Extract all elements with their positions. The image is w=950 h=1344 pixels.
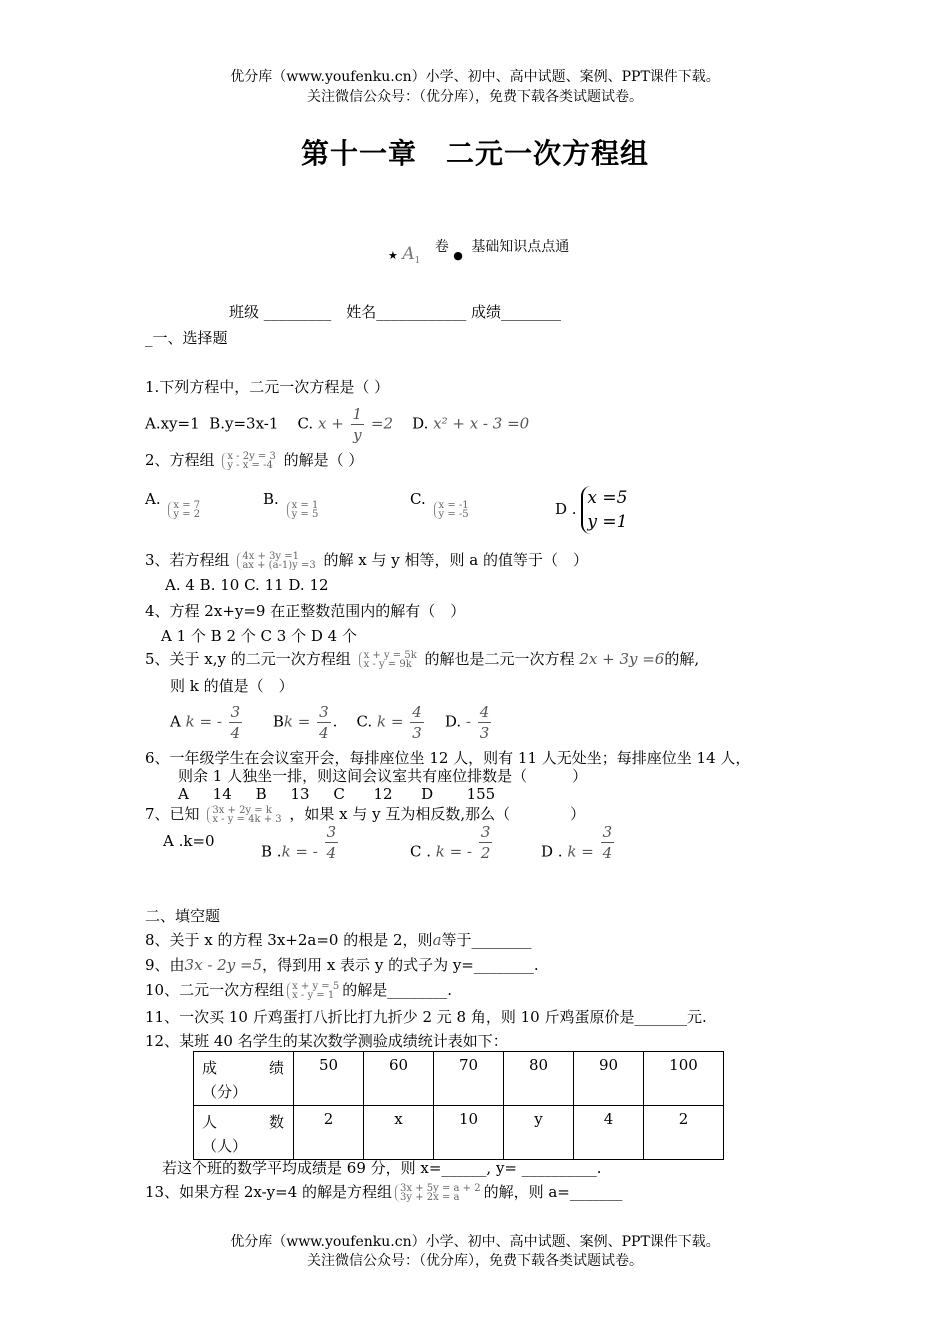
- q2-d-2: y =1: [587, 512, 628, 532]
- table-cell: 50: [294, 1052, 364, 1106]
- q5-stem-mid: 的解也是二元一次方程: [424, 650, 575, 668]
- q5-c-den: 3: [412, 724, 422, 742]
- q3-sys-2: ax + (a-1)y =3: [242, 560, 316, 571]
- table-cell: y: [504, 1106, 574, 1160]
- q2-sys-1: x - 2y = 3: [227, 451, 276, 462]
- q11: 11、一次买 10 斤鸡蛋打八折比打九折少 2 元 8 角，则 10 斤鸡蛋原价是_______元.: [145, 1008, 707, 1026]
- q7-sys-1: 3x + 2y = k: [212, 805, 272, 816]
- q2-stem: [145, 449, 363, 470]
- q7-d-label: D .: [541, 842, 563, 861]
- head-score-a: 成: [202, 1059, 218, 1077]
- q7-b-num: 3: [326, 823, 337, 841]
- header-line-1: 优分库（www.youfenku.cn）小学、初中、高中试题、案例、PPT课件下载。: [230, 69, 720, 85]
- q2-d-1: x =5: [587, 488, 628, 508]
- q1-option-d-label: D.: [412, 414, 429, 433]
- q3-options: A. 4 B. 10 C. 11 D. 12: [165, 576, 329, 594]
- q7-stem-pre: 7、已知: [145, 805, 200, 823]
- table-cell: 2: [294, 1106, 364, 1160]
- info-line: 班级 _________ 姓名____________ 成绩________: [229, 303, 562, 321]
- table-row: [194, 1052, 724, 1106]
- q3-stem: [145, 549, 588, 570]
- q7-c-den: 2: [480, 844, 491, 862]
- table-cell: 2: [644, 1106, 724, 1160]
- q1-frac-den: y: [353, 426, 362, 444]
- q7-option-a: A .k=0: [163, 832, 215, 850]
- q5-b-num: 3: [319, 703, 329, 721]
- q1-option-c-x: x +: [317, 414, 344, 433]
- q2-option-c: [410, 490, 472, 520]
- q10-sys-2: x - y = 1: [292, 990, 335, 1001]
- subtitle-text: 基础知识点点通: [471, 239, 570, 255]
- table-head-count: [194, 1106, 294, 1160]
- q2-d-label: D .: [555, 500, 577, 518]
- q7-option-c: [410, 823, 494, 873]
- q7-b-pre: k = -: [281, 842, 318, 861]
- q2-a-1: x = 7: [173, 500, 201, 511]
- q5-b-pre: k =: [283, 712, 311, 731]
- q5-stem-pre: 5、关于 x,y 的二元一次方程组: [145, 650, 351, 668]
- table-head-score: [194, 1052, 294, 1106]
- q9-post: ，得到用 x 表示 y 的式子为 y=________.: [262, 956, 539, 974]
- q5-sys-2: x - y = 9k: [363, 659, 412, 670]
- header-line-2: 关注微信公众号：（优分库），免费下载各类试题试卷。: [307, 89, 643, 105]
- q10-sys-1: x + y = 5: [292, 981, 340, 992]
- section-choice: _一、选择题: [145, 329, 228, 347]
- q4-options: A 1 个 B 2 个 C 3 个 D 4 个: [161, 627, 357, 645]
- q10-pre: 10、二元一次方程组: [145, 981, 285, 999]
- q1-stem: 1.下列方程中，二元一次方程是（ ）: [145, 378, 390, 396]
- table-cell: 80: [504, 1052, 574, 1106]
- q3-sys-1: 4x + 3y =1: [242, 551, 299, 562]
- q8-var: a: [432, 931, 442, 949]
- q5-a-den: 4: [230, 724, 241, 742]
- q8: [145, 929, 532, 950]
- q5-equation: 2x + 3y =6: [579, 650, 665, 668]
- footer-line-1: 优分库（www.youfenku.cn）小学、初中、高中试题、案例、PPT课件下载。: [230, 1234, 720, 1250]
- subtitle: [388, 236, 570, 266]
- q7-b-den: 4: [326, 844, 337, 862]
- q7-d-num: 3: [602, 823, 613, 841]
- q7-sys-2: x - y = 4k + 3: [212, 814, 282, 825]
- q1-option-c-rhs: =2: [370, 414, 393, 433]
- q2-c-1: x = -1: [438, 500, 469, 511]
- q6-options: A 14 B 13 C 12 D 155: [178, 785, 496, 803]
- q5-c-pre: k =: [376, 712, 404, 731]
- q6-line1: 6、一年级学生在会议室开会，每排座位坐 12 人，则有 11 人无处坐；每排座位坐 14 人，: [145, 749, 751, 767]
- q2-b-label: B.: [263, 490, 279, 508]
- q13-pre: 13、如果方程 2x-y=4 的解是方程组: [145, 1183, 393, 1201]
- footer-line-2: 关注微信公众号：（优分库），免费下载各类试题试卷。: [307, 1253, 643, 1269]
- scores-table: [193, 1051, 724, 1160]
- q5-c-num: 4: [412, 703, 422, 721]
- q9-eq: 3x - 2y =5: [184, 956, 263, 974]
- q1-option-a: A.xy=1: [145, 414, 200, 433]
- head-count-b: 数: [268, 1113, 284, 1131]
- head-score-b: 绩: [268, 1059, 284, 1077]
- table-row: [194, 1106, 724, 1160]
- q7-c-label: C .: [410, 842, 432, 861]
- q5-c-label: C.: [356, 712, 373, 731]
- q7-d-den: 4: [602, 844, 613, 862]
- q7-option-b: [261, 823, 340, 873]
- subtitle-juan: 卷: [434, 239, 449, 255]
- q4-stem: 4、方程 2x+y=9 在正整数范围内的解有（ ）: [145, 602, 466, 620]
- q2-option-a: [145, 490, 203, 520]
- q1-option-c-label: C.: [297, 414, 314, 433]
- q9: [145, 954, 539, 975]
- q2-option-b: [263, 490, 321, 520]
- q1-option-b: B.y=3x-1: [209, 414, 279, 433]
- q2-stem-post: 的解是（ ）: [283, 451, 364, 469]
- q12-follow: 若这个班的数学平均成绩是 69 分，则 x=______, y= __________.: [162, 1159, 602, 1177]
- q12-stem: 12、某班 40 名学生的某次数学测验成绩统计表如下：: [145, 1032, 508, 1050]
- q5-b-den: 4: [319, 724, 329, 742]
- q2-c-label: C.: [410, 490, 426, 508]
- q2-a-2: y = 2: [173, 509, 201, 520]
- q5-b-label: B: [272, 712, 284, 731]
- table-cell: 90: [574, 1052, 644, 1106]
- head-score-c: （分）: [202, 1083, 248, 1101]
- section-fill: 二、填空题: [145, 907, 221, 925]
- q2-stem-pre: 2、方程组: [145, 451, 215, 469]
- star-icon: ★: [388, 249, 398, 262]
- q2-c-2: y = -5: [438, 509, 469, 520]
- table-cell: 4: [574, 1106, 644, 1160]
- q7-c-num: 3: [480, 823, 491, 841]
- dot-icon: ●: [453, 249, 463, 262]
- q5-a-num: 3: [230, 703, 241, 721]
- table-cell: 100: [644, 1052, 724, 1106]
- q5-d-pre: -: [465, 712, 471, 731]
- q10-post: 的解是________.: [342, 981, 452, 999]
- q7-b-label: B .: [261, 842, 282, 861]
- q7-option-d: [541, 823, 616, 873]
- table-cell: 70: [434, 1052, 504, 1106]
- q5-stem: [145, 648, 699, 669]
- q5-line2: 则 k 的值是（ ）: [170, 677, 294, 695]
- q7-c-pre: k = -: [435, 842, 473, 861]
- q5-a-label: A: [170, 712, 181, 731]
- q5-b-post: .: [332, 712, 338, 731]
- q13-sys-1: 3x + 5y = a + 2: [400, 1183, 481, 1194]
- q5-stem-post: 的解,: [664, 650, 700, 668]
- q5-options: [170, 702, 493, 743]
- q7-stem: [145, 803, 585, 824]
- head-count-c: （人）: [202, 1137, 248, 1155]
- table-cell: 60: [364, 1052, 434, 1106]
- q7-d-pre: k =: [567, 842, 594, 861]
- table-cell: 10: [434, 1106, 504, 1160]
- q5-d-den: 3: [479, 724, 490, 742]
- q6-line2: 则余 1 人独坐一排，则这间会议室共有座位排数是（ ）: [178, 767, 588, 785]
- q2-option-d: [555, 486, 627, 534]
- table-cell: x: [364, 1106, 434, 1160]
- q1-option-d-expr: x² + x - 3 =0: [433, 414, 530, 433]
- q13-post: 的解，则 a=_______: [483, 1183, 623, 1201]
- q10: [145, 979, 452, 1000]
- q9-pre: 9、由: [145, 956, 185, 974]
- subtitle-a: A: [402, 244, 415, 264]
- page-title: 第十一章 二元一次方程组: [300, 137, 649, 170]
- q2-b-2: y = 5: [291, 509, 319, 520]
- q3-stem-pre: 3、若方程组: [145, 551, 230, 569]
- q13: [145, 1181, 622, 1202]
- q13-sys-2: 3y + 2x = a: [400, 1192, 460, 1203]
- q3-stem-post: 的解 x 与 y 相等，则 a 的值等于（ ）: [323, 551, 589, 569]
- head-count-a: 人: [202, 1113, 218, 1131]
- q7-stem-post: ，如果 x 与 y 互为相反数,那么（ ）: [289, 805, 586, 823]
- q1-options: [145, 404, 529, 445]
- q5-d-num: 4: [479, 703, 490, 721]
- q5-a-pre: k = -: [185, 712, 222, 731]
- q2-sys-2: y - x = -4: [227, 460, 273, 471]
- q8-pre: 8、关于 x 的方程 3x+2a=0 的根是 2，则: [145, 931, 433, 949]
- q8-post: 等于________: [441, 931, 532, 949]
- q2-system: [222, 452, 276, 470]
- q2-a-label: A.: [145, 490, 161, 508]
- subtitle-a-sub: 1: [414, 255, 421, 266]
- q2-b-1: x = 1: [291, 500, 319, 511]
- q5-sys-1: x + y = 5k: [363, 650, 417, 661]
- q5-d-label: D.: [444, 712, 462, 731]
- q1-frac-num: 1: [352, 405, 363, 423]
